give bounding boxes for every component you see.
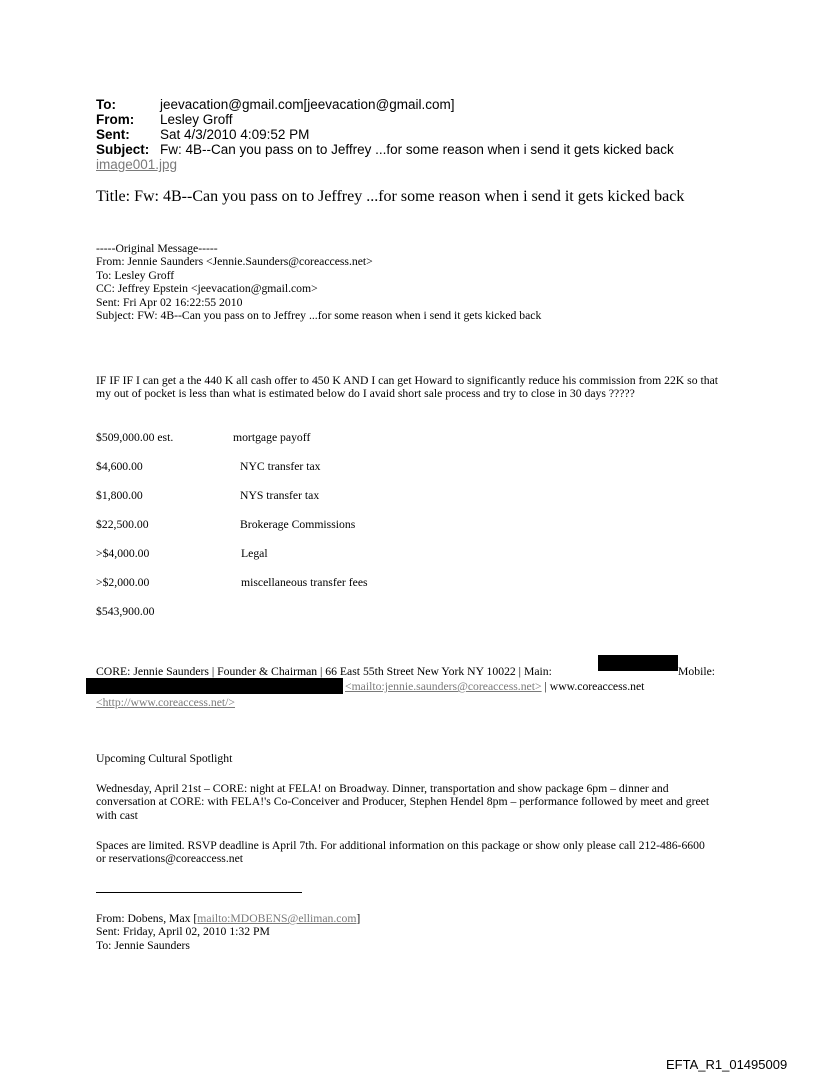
redaction-box [598, 655, 678, 671]
from-row [96, 112, 674, 127]
to-row [96, 97, 674, 112]
cost-amount: $509,000.00 est. [96, 431, 174, 444]
sent-value: Sat 4/3/2010 4:09:52 PM [160, 127, 310, 142]
original-subject: Subject: FW: 4B--Can you pass on to Jeffrey ...for some reason when i send it gets kicked back [96, 309, 542, 323]
cost-amount: $22,500.00 [96, 518, 149, 531]
website-link-line [96, 696, 235, 709]
website-link[interactable]: <http://www.coreaccess.net/> [96, 696, 235, 709]
original-message-header [96, 242, 541, 322]
original-sent: Sent: Fri Apr 02 16:22:55 2010 [96, 295, 243, 309]
original-cc: CC: Jeffrey Epstein <jeevacation@gmail.com> [96, 282, 318, 296]
subject-value: Fw: 4B--Can you pass on to Jeffrey ...for some reason when i send it gets kicked back [160, 142, 674, 157]
cost-description: NYC transfer tax [240, 460, 321, 473]
forwarded-from-link[interactable]: mailto:MDOBENS@elliman.com [197, 912, 357, 925]
spotlight-heading: Upcoming Cultural Spotlight [96, 752, 233, 765]
signature-contact [345, 680, 644, 693]
forwarded-from-prefix: From: Dobens, Max [ [96, 912, 198, 925]
divider [96, 892, 302, 893]
subject-label: Subject: [96, 142, 150, 157]
spotlight-event: Wednesday, April 21st – CORE: night at FELA! on Broadway. Dinner, transportation and show package 6pm – dinner and conversation at CORE: with FELA!'s Co-Conceiver and Producer, Stephen Hendel 8pm – performance followed by meet and greet with cast [96, 782, 710, 822]
cost-amount: $1,800.00 [96, 489, 143, 502]
subject-row [96, 142, 674, 157]
to-label: To: [96, 97, 116, 112]
email-header [96, 97, 674, 172]
message-body: IF IF IF I can get a the 440 K all cash offer to 450 K AND I can get Howard to significantly reduce his commission from 22K so that my out of pocket is less than what is estimated below do I avaid short sale process and try to close in 30 days ????? [96, 374, 719, 401]
forwarded-from-suffix: ] [356, 912, 361, 925]
cost-description: miscellaneous transfer fees [241, 576, 368, 589]
cost-amount: >$2,000.00 [96, 576, 150, 589]
cost-description: NYS transfer tax [240, 489, 320, 502]
redaction-box [86, 678, 343, 694]
sent-label: Sent: [96, 127, 130, 142]
signature-mobile-label: Mobile: [678, 665, 716, 678]
forwarded-header [96, 912, 360, 952]
from-label: From: [96, 112, 135, 127]
to-value: jeevacation@gmail.com[jeevacation@gmail.com] [160, 97, 455, 112]
forwarded-to: To: Jennie Saunders [96, 938, 190, 952]
cost-amount: >$4,000.00 [96, 547, 150, 560]
cost-total: $543,900.00 [96, 605, 155, 618]
cost-description: Legal [241, 547, 268, 560]
sent-row [96, 127, 674, 142]
mailto-link[interactable]: <mailto:jennie.saunders@coreaccess.net> [345, 680, 542, 693]
from-value: Lesley Groff [160, 112, 233, 127]
original-to: To: Lesley Groff [96, 268, 175, 282]
signature-line: CORE: Jennie Saunders | Founder & Chairman | 66 East 55th Street New York NY 10022 | Main: [96, 665, 552, 678]
spotlight-rsvp: Spaces are limited. RSVP deadline is April 7th. For additional information on this package or show only please call 212-486-6600 or reservations@coreaccess.net [96, 839, 705, 866]
document-id: EFTA_R1_01495009 [666, 1057, 788, 1072]
website-text: | www.coreaccess.net [541, 680, 645, 693]
forwarded-from [96, 912, 360, 925]
cost-amount: $4,600.00 [96, 460, 143, 473]
document-title: Title: Fw: 4B--Can you pass on to Jeffrey ...for some reason when i send it gets kicked back [96, 188, 685, 205]
original-from: From: Jennie Saunders <Jennie.Saunders@coreaccess.net> [96, 255, 373, 269]
forwarded-sent: Sent: Friday, April 02, 2010 1:32 PM [96, 925, 270, 939]
original-marker: -----Original Message----- [96, 242, 218, 255]
attachment-link[interactable]: image001.jpg [96, 157, 178, 172]
cost-description: mortgage payoff [233, 431, 311, 444]
cost-description: Brokerage Commissions [240, 518, 356, 531]
